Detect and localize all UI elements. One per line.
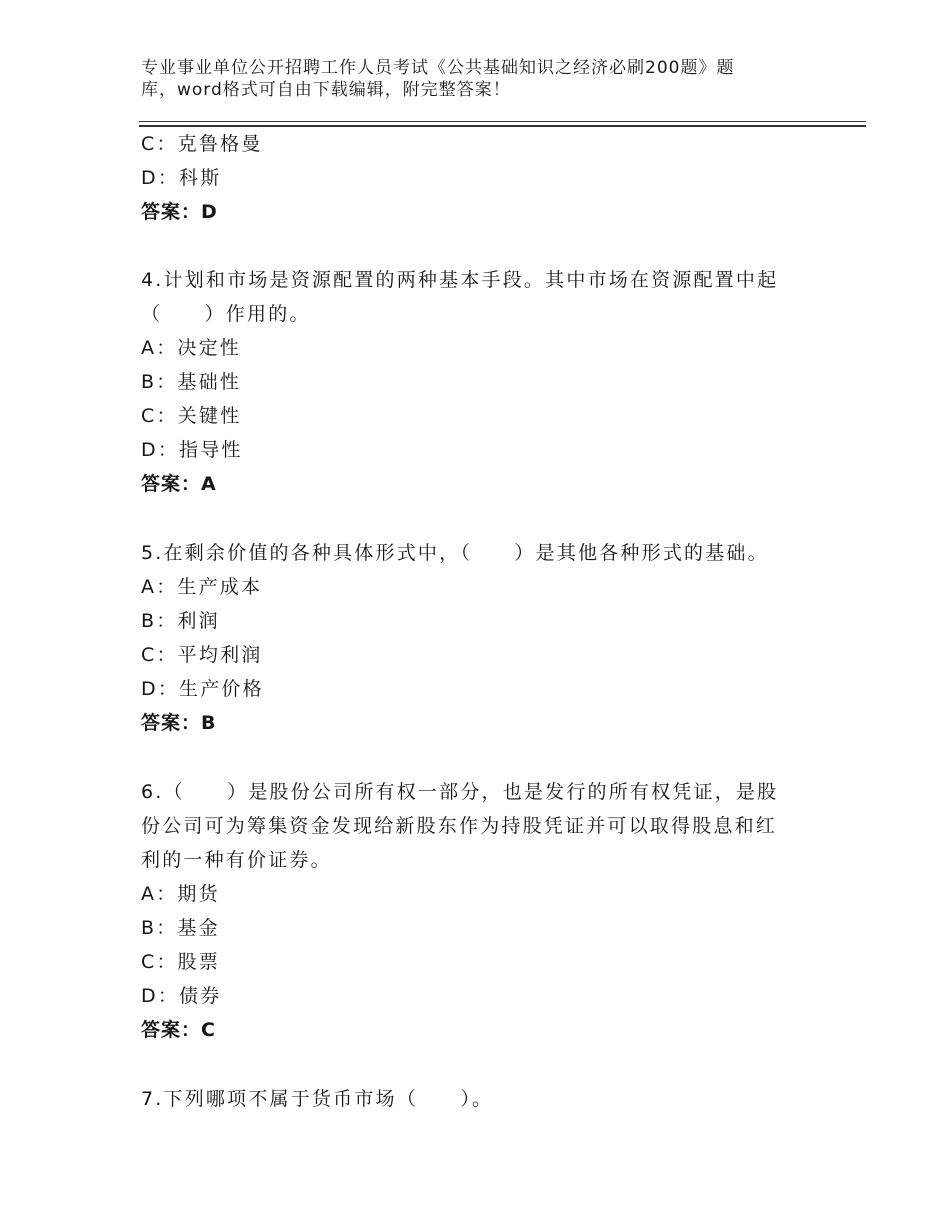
q7-stem-line-1: 7.下列哪项不属于货币市场（ ）。 (141, 1088, 494, 1110)
q3-option-c: C：克鲁格曼 (141, 133, 263, 155)
q5-answer: 答案：B (141, 712, 217, 734)
header-rule-thin (139, 121, 866, 122)
q4-option-a: A：决定性 (141, 337, 241, 359)
q3-option-d: D：科斯 (141, 167, 222, 189)
q6-stem-line-2: 份公司可为筹集资金发现给新股东作为持股凭证并可以取得股息和红 (141, 815, 778, 837)
q5-option-c: C：平均利润 (141, 644, 263, 666)
header-line-2: 库，word格式可自由下载编辑，附完整答案！ (141, 80, 511, 100)
q3-answer: 答案：D (141, 201, 218, 223)
q4-answer: 答案：A (141, 473, 217, 495)
q6-stem-line-1: 6.（ ）是股份公司所有权一部分，也是发行的所有权凭证，是股 (141, 781, 779, 803)
header-line-1: 专业事业单位公开招聘工作人员考试《公共基础知识之经济必刷200题》题 (141, 58, 735, 78)
q4-option-c: C：关键性 (141, 405, 242, 427)
q4-option-b: B：基础性 (141, 371, 242, 393)
q6-option-c: C：股票 (141, 951, 221, 973)
page-header (141, 57, 781, 101)
q5-stem-line-1: 5.在剩余价值的各种具体形式中，（ ）是其他各种形式的基础。 (141, 542, 769, 564)
q5-option-d: D：生产价格 (141, 678, 264, 700)
q6-option-d: D：债券 (141, 985, 222, 1007)
q6-answer: 答案：C (141, 1019, 216, 1041)
q4-option-d: D：指导性 (141, 439, 243, 461)
q4-stem-line-1: 4.计划和市场是资源配置的两种基本手段。其中市场在资源配置中起 (141, 269, 779, 291)
q5-option-a: A：生产成本 (141, 576, 263, 598)
q4-stem-line-2: （ ）作用的。 (141, 303, 311, 325)
q5-option-b: B：利润 (141, 610, 220, 632)
q6-option-b: B：基金 (141, 917, 220, 939)
q6-stem-line-3: 利的一种有价证券。 (141, 849, 332, 871)
q6-option-a: A：期货 (141, 883, 220, 905)
